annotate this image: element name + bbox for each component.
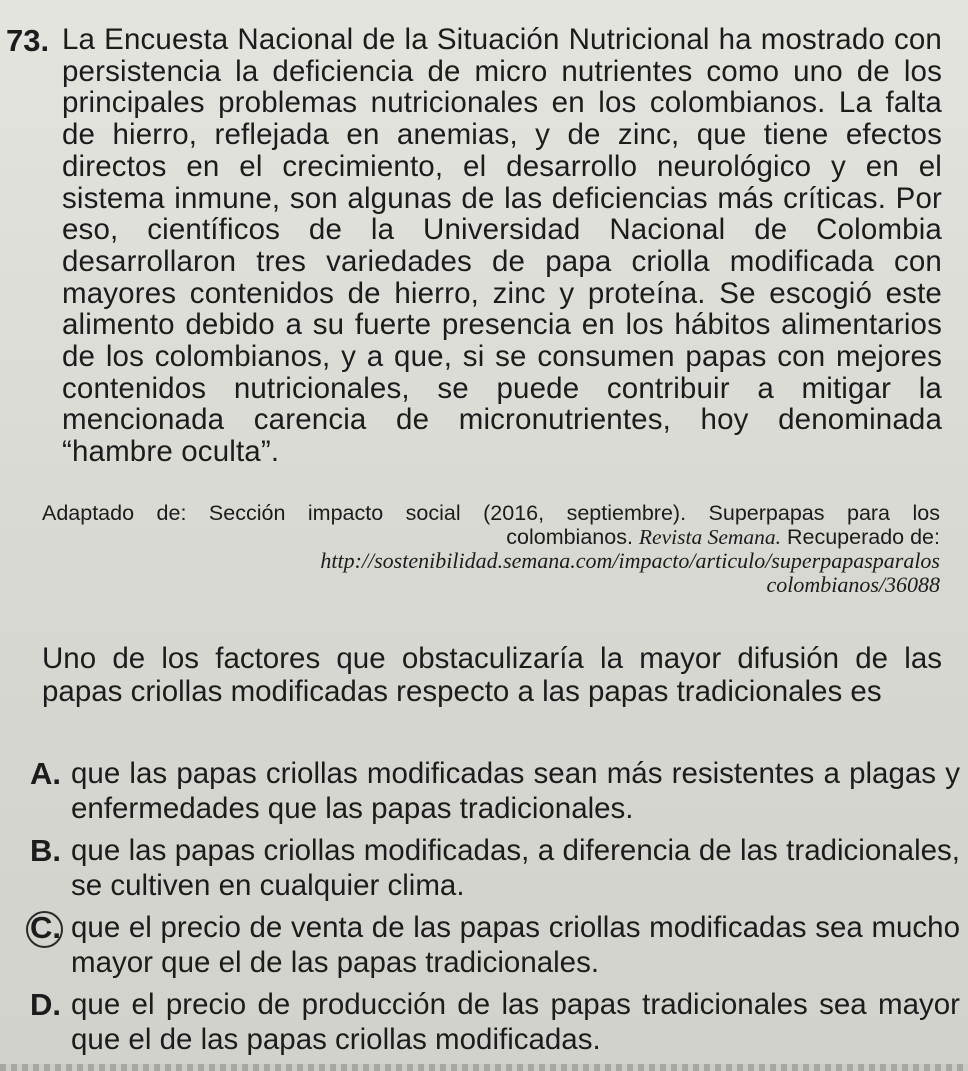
option-letter: B.: [30, 833, 61, 868]
option-text: que el precio de producción de las papas tradicionales sea mayor que el de las papas criollas modificadas.: [71, 988, 960, 1056]
reading-passage: La Encuesta Nacional de la Situación Nutricional ha mostrado con persistencia la deficiencia de micro nutrientes como uno de los principales problemas nutricionales en los colombianos. La falta de hierro, reflejada en anemias, y de zinc, que tiene efectos directos en el crecimiento, el desarrollo neurológico y en el sistema inmune, son algunas de las deficiencias más críticas. Por eso, científicos de la Universidad Nacional de Colombia desarrollaron tres variedades de papa criolla modificada con mayores contenidos de hierro, zinc y proteína. Se escogió este alimento debido a su fuerte presencia en los hábitos alimentarios de los colombianos, y a que, si se consumen papas con mejores contenidos nutricionales, se puede contribuir a mitigar la mencionada carencia de micronutrientes, hoy denominada “hambre oculta”.: [62, 23, 942, 469]
option-a[interactable]: [30, 756, 960, 826]
question-stem: Uno de los factores que obstaculizaría la mayor difusión de las papas criollas modificadas respecto a las papas tradicionales es: [42, 642, 942, 708]
citation-line-1: Adaptado de: Sección impacto social (2016, septiembre). Superpapas para los: [42, 501, 940, 525]
page-bottom-edge: [0, 1064, 968, 1071]
option-letter: A.: [30, 756, 61, 791]
answer-options: [30, 756, 960, 1064]
option-letter-circled: C.: [30, 910, 68, 945]
option-text: que el precio de venta de las papas criollas modificadas sea mucho mayor que el de las papas tradicionales.: [71, 911, 960, 979]
option-text: que las papas criollas modificadas, a diferencia de las tradicionales, se cultiven en cualquier clima.: [71, 834, 960, 902]
option-d[interactable]: [30, 987, 960, 1057]
citation-url: http://sostenibilidad.semana.com/impacto/articulo/superpapasparalos: [320, 548, 940, 573]
magazine-name: Revista Semana.: [638, 525, 782, 549]
option-letter: D.: [30, 987, 61, 1022]
option-c[interactable]: [30, 910, 960, 980]
question-number: 73.: [6, 23, 50, 58]
citation-line-2: colombianos. Revista Semana. Recuperado de:: [506, 525, 940, 549]
source-citation: [42, 501, 940, 597]
option-text: que las papas criollas modificadas sean más resistentes a plagas y enfermedades que las papas tradicionales.: [71, 757, 960, 825]
citation-url-cont: colombianos/36088: [766, 572, 940, 597]
option-b[interactable]: [30, 833, 960, 903]
